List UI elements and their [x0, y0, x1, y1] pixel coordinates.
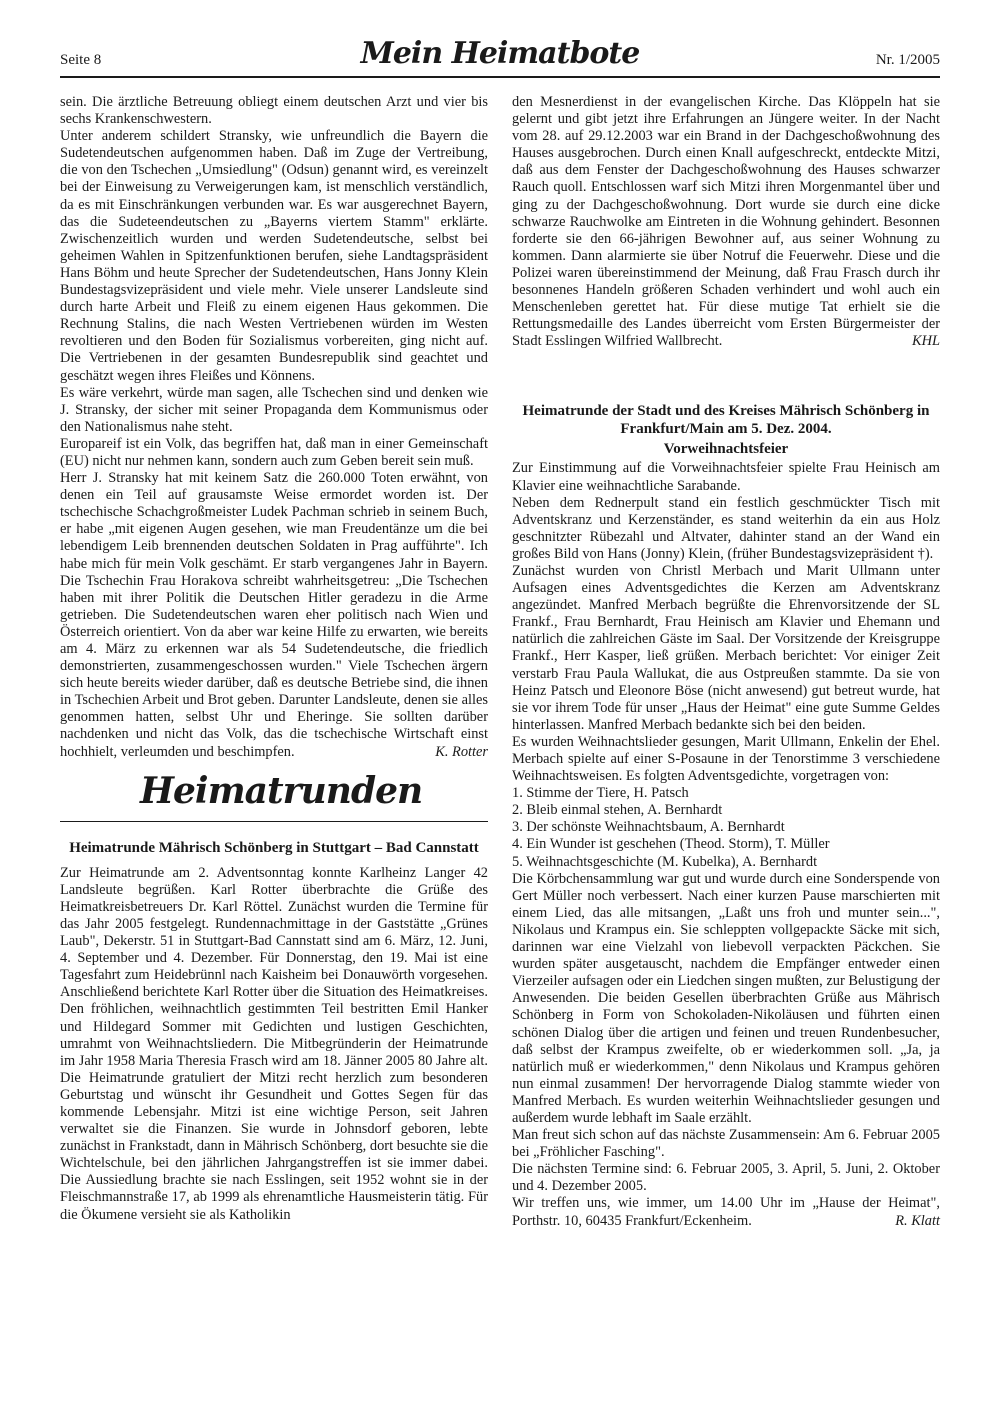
article-heading: Heimatrunde Mährisch Schönberg in Stuttgart – Bad Cannstatt	[69, 839, 479, 856]
poem-list	[512, 785, 940, 870]
page-number: Seite 8	[60, 52, 102, 68]
paragraph: Europareif ist ein Volk, das begriffen hat, daß man in einer Gemeinschaft (EU) nicht nur nehmen kann, sondern auch zum Geben bereit sein muß.	[60, 435, 488, 469]
right-column	[512, 94, 940, 1230]
paragraph: Die Körbchensammlung war gut und wurde durch eine Sonderspende von Gert Müller noch verbessert. Nach einer kurzen Pause marschierten mit einem Lied, das alle mitsangen, „Laßt uns froh und munter sein...", Nikolaus und Krampus ein. Sie schleppten vollgepackte Säcke mit sich, darinnen war eine Vielzahl von liebevoll verpackten Päckchen. Sie wurden später ausgetauscht, nachdem die Empfänger entweder einen Vierzeiler aufsagen oder ein Liedchen singen mußten, zur Belustigung der Anwesenden. Die beiden Gesellen überbrachten Grüße aus Mährisch Schönberg in Form von Schokoladen-Nikoläusen und führten einen schönen Dialog über die artigen und feinen und treuen Rundenbesucher, daß selbst der Krampus zweifelte, ob er wiederkommen soll. „Ja, ja natürlich muß er wiederkommen," denn Nikolaus und Krampus gehören nun einmal zusammen! Der hervorragende Dialog stammte wieder von Manfred Merbach. Es wurden weiterhin Weihnachtslieder gesungen und außerdem wurde lebhaft im Saale erzählt.	[512, 870, 940, 1126]
list-item: 2. Bleib einmal stehen, A. Bernhardt	[512, 802, 723, 819]
paragraph-text: den Mesnerdienst in der evangelischen Kirche. Das Klöppeln hat sie gelernt und gibt jetzt ihre Erfahrungen an Jüngere weiter. In der Nacht vom 28. auf 29.12.2003 war ein Brand in der Dachgeschoßwohnung des Hauses ausgebrochen. Durch einen Knall aufgeschreckt, entdeckte Mitzi, daß aus dem Fenster der Dachgeschoßwohnung des Hauses schwarzer Rauch quoll. Entschlossen warf sich Mitzi ihren Morgenmantel über und ging zu der Dachgeschoßwohnung. Dort wurde sie durch eine dicke schwarze Rauchwolke am Eintreten in die Wohnung gehindert. Besonnen forderte sie den 66-jährigen Bewohner auf, aus seiner Wohnung zu kommen. Dann alarmierte sie über Notruf die Feuerwehr. Diese und die Polizei waren übereinstimmend der Meinung, daß Frau Frasch durch ihr besonnenes Handeln größeren Schaden verhindert und wohl auch ein Menschenleben gerettet hat. Für diese mutige Tat erhielt sie die Rettungsmedaille des Landes überreicht vom Ersten Bürgermeister der Stadt Esslingen Wilfried Wallbrecht.	[512, 94, 940, 350]
list-item: 5. Weihnachtsgeschichte (M. Kubelka), A. Bernhardt	[512, 853, 818, 870]
masthead-logo: Mein Heimatbote	[360, 36, 640, 71]
paragraph: Die nächsten Termine sind: 6. Februar 2005, 3. April, 5. Juni, 2. Oktober und 4. Dezember 2005.	[512, 1161, 940, 1195]
paragraph: sein. Die ärztliche Betreuung obliegt einem deutschen Arzt und vier bis sechs Krankenschwestern.	[60, 94, 488, 128]
author-signature: R. Klatt	[895, 1212, 940, 1229]
paragraph-text: Herr J. Stransky hat mit keinem Satz die 260.000 Toten erwähnt, von denen ein Teil auf grausamste Weise ermordet worden ist. Der tschechische Schachgroßmeister Ludek Pachman schrieb in seinem Buch, er habe „mit eigenen Augen gesehen, wie man Freudentänze um die bei lebendigem Leib brennenden deutschen Soldaten in Prag aufführte". Ich habe mich für mein Volk geschämt. Er starb vergangenes Jahr in Bayern. Die Tschechin Frau Horakova schreibt wahrheitsgetreu: „Die Tschechen haben mit ihrer Politik die Deutschen Hitler geradezu in die Arme getrieben. Die Sudetendeutschen waren eher politisch nach Wien und Österreich orientiert. Von da aber war keine Hilfe zu erwarten, wie bereits am 4. März zu erkennen war als 54 Sudetendeutsche, die friedlich demonstrierten, zusammengeschossen wurden." Viele Tschechen ärgern sich heute bereits wieder darüber, daß es deutsche Betriebe sind, die ihnen in Tschechien Arbeit und Brot geben. Darunter Landsleute, denen sie alles genommen hatten, selbst Uhr und Eheringe. Sie sollten darüber nachdenken und nicht das Volk, das die tschechische Wirtschaft einst hochhielt, verleumden und beschimpfen.	[60, 470, 488, 760]
paragraph	[512, 94, 940, 350]
author-signature: K. Rotter	[435, 743, 488, 760]
issue-number: Nr. 1/2005	[875, 52, 940, 68]
section-title: Heimatrunden	[140, 769, 423, 812]
article-subheading: Vorweihnachtsfeier	[663, 441, 789, 458]
section-banner	[60, 769, 488, 829]
article-heading: Heimatrunde der Stadt und des Kreises Mährisch Schönberg in Frankfurt/Main am 5. Dez. 2004.	[522, 403, 930, 438]
paragraph	[512, 1195, 940, 1229]
author-signature: KHL	[912, 333, 940, 350]
paragraph: Es wäre verkehrt, würde man sagen, alle Tschechen sind und denken wie J. Stransky, der sicher mit seiner Propaganda dem Kommunismus oder den Nationalismus nahe steht.	[60, 384, 488, 435]
list-item: 3. Der schönste Weihnachtsbaum, A. Bernhardt	[512, 819, 785, 836]
paragraph: Neben dem Rednerpult stand ein festlich geschmückter Tisch mit Adventskranz und Kerzenständer, es stand weiterhin da ein aus Holz geschnitzter Rübezahl und Altvater, dahinter stand an der Wand ein großes Bild von Hans (Jonny) Klein, (früher Bundestagsvizepräsident †).	[512, 494, 940, 562]
paragraph	[60, 470, 488, 761]
list-item: 4. Ein Wunder ist geschehen (Theod. Storm), T. Müller	[512, 836, 830, 853]
paragraph: Unter anderem schildert Stransky, wie unfreundlich die Bayern die Sudetendeutschen aufgenommen haben. Daß im Zuge der Vertreibung, die von den Tschechen „Umsiedlung" (Odsun) genannt wird, es vereinzelt bei der Einweisung zu Verweigerungen kam, ist menschlich verständlich, da es mit Einschränkungen verbunden war. Es war ausgerechnet Bayern, das die Sudeteendeutschen zu „Bayerns viertem Stamm" erklärte. Zwischenzeitlich wurden und werden Sudetendeutsche, selbst bei geheimen Wahlen in Spitzenfunktionen berufen, siehe Landtagspräsident Hans Böhm und heute Sprecher der Sudetendeutschen, Hans Jonny Klein Bundestagsvizepräsident und viele mehr. Viele unserer Landsleute sind durch harte Arbeit und Fleiß zu einem eigenen Haus gekommen. Die Rechnung Stalins, die nach Westen Vertriebenen würden im Westen revoltieren und den Boden für Sozialismus vorbereiten, ging nicht auf. Die Vertriebenen in der gesamten Bundesrepublik sind geachtet und geschätzt wegen ihres Fleißes und Könnens.	[60, 128, 488, 384]
paragraph: Es wurden Weihnachtslieder gesungen, Marit Ullmann, Enkelin der Ehel. Merbach spielte auf einer S-Posaune in der Tenorstimme 3 verschiedene Weihnachtsweisen. Es folgten Adventsgedichte, vorgetragen von:	[512, 733, 940, 785]
list-item: 1. Stimme der Tiere, H. Patsch	[512, 785, 689, 802]
paragraph: Zur Heimatrunde am 2. Adventsonntag konnte Karlheinz Langer 42 Landsleute begrüßen. Karl Rotter überbrachte die Grüße des Heimatkreisbetreuers Dr. Karl Röttel. Zunächst wurden die Termine für das Jahr 2005 festgelegt. Rundennachmittage in der Gaststätte „Grünes Laub", Dekerstr. 51 in Stuttgart-Bad Cannstatt sind am 6. März, 12. Juni, 4. September und 4. Dezember. Für Donnerstag, den 19. Mai ist eine Tagesfahrt zum Heidebrünnl nach Kaisheim bei Donauwörth vorgesehen. Anschließend berichtete Karl Rotter über die Situation des Heimatkreises. Den fröhlichen, weihnachtlich gestimmten Teil bestritten Emil Hanker und Hildegard Sommer mit Gedichten und lustigen Geschichten, umrahmt von Weihnachtsliedern. Die Mitbegründerin der Heimatrunde im Jahr 1958 Maria Theresia Frasch wird am 18. Jänner 2005 80 Jahre alt. Die Heimatrunde gratuliert der Mitzi recht herzlich zum besonderen Geburtstag und wünscht ihr Gesundheit und Gottes Segen für das kommende Lebensjahr. Mitzi ist eine wichtige Person, seit Jahren verwaltet sie die Finanzen. Sie wurde in Johnsdorf geboren, lebte zunächst in Frankstadt, dann in Mährisch Schönberg, dort besuchte sie die Wichtelschule, bei den jährlichen Jahrgangstreffen ist sie immer dabei. Die Aussiedlung brachte sie nach Esslingen, seit 1952 wohnt sie in der Fleischmannstraße 17, ab 1999 als ehrenamtliche Hausmeisterin tätig. Für die Ökumene versieht sie als Katholikin	[60, 864, 488, 1223]
left-column	[60, 94, 488, 1224]
page-header	[60, 34, 940, 74]
header-rule	[60, 76, 940, 78]
paragraph: Zur Einstimmung auf die Vorweihnachtsfeier spielte Frau Heinisch am Klavier eine weihnachtliche Sarabande.	[512, 460, 940, 494]
paragraph: Man freut sich schon auf das nächste Zusammensein: Am 6. Februar 2005 bei „Fröhlicher Fasching".	[512, 1127, 940, 1161]
paragraph: Zunächst wurden von Christl Merbach und Marit Ullmann unter Aufsagen eines Adventsgedichtes die Kerzen am Adventskranz angezündet. Manfred Merbach begrüßte die Ehrenvorsitzende der SL Frankf., Frau Bernhardt, Frau Heinisch am Klavier und Ehemann und natürlich die zahlreichen Gäste im Saal. Der Vorsitzende der Kreisgruppe Frankf., Herr Kasper, ließ grüßen. Merbach berichtet: Vor einiger Zeit verstarb Frau Paula Wallukat, die aus Ostpreußen stammte. Da sie von Heinz Patsch und Eleonore Böse (nicht anwesend) gut betreut wurde, hat sie vor ihrem Tode für unser „Haus der Heimat" eine gute Summe Geldes hinterlassen. Manfred Merbach bedankte sich bei den beiden.	[512, 562, 940, 733]
section-rule	[60, 821, 488, 822]
paragraph-text: Wir treffen uns, wie immer, um 14.00 Uhr im „Hause der Heimat", Porthstr. 10, 60435 Frankfurt/Eckenheim.	[512, 1195, 940, 1229]
